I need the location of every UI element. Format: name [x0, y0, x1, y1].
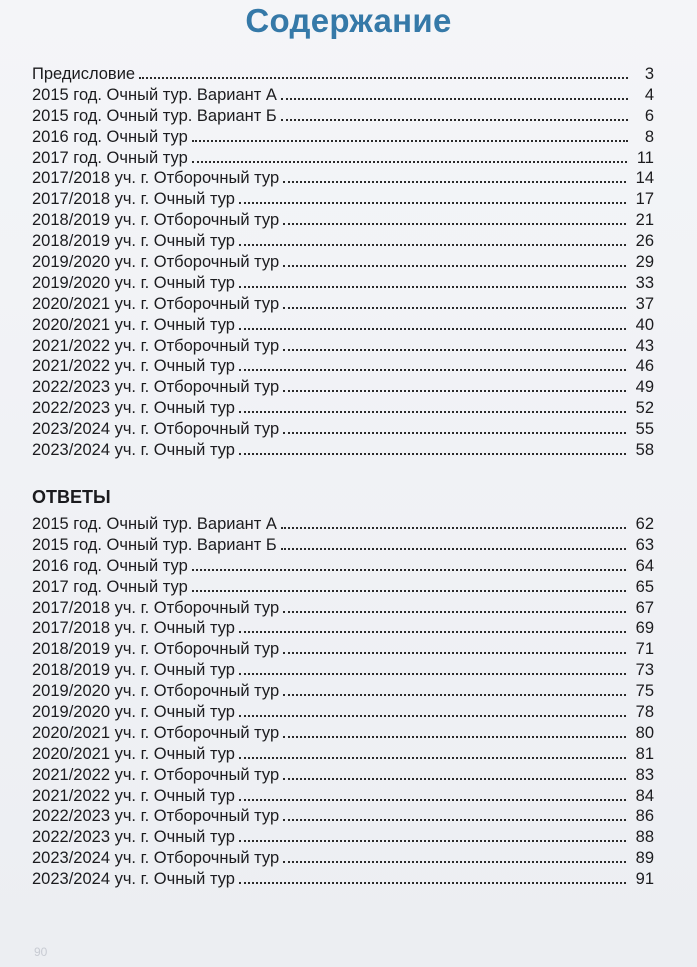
entry-page-number: 83 [635, 765, 654, 784]
entry-page-number: 63 [635, 535, 654, 554]
dot-leader [283, 805, 626, 821]
entry-title: 2022/2023 уч. г. Очный тур [32, 399, 235, 418]
dot-leader [239, 743, 626, 759]
entry-title: 2020/2021 уч. г. Очный тур [32, 744, 235, 763]
dot-leader [239, 272, 626, 288]
entry-page-number: 81 [635, 744, 654, 763]
toc-entry [32, 764, 654, 785]
dot-leader [239, 314, 626, 330]
entry-page-number: 26 [635, 232, 654, 251]
entry-page-number: 40 [635, 315, 654, 334]
toc-entry [32, 826, 654, 847]
entry-title: 2016 год. Очный тур [32, 556, 188, 575]
entry-title: 2018/2019 уч. г. Очный тур [32, 232, 235, 251]
entry-title: 2020/2021 уч. г. Отборочный тур [32, 723, 280, 742]
entry-title: 2023/2024 уч. г. Отборочный тур [32, 420, 280, 439]
page-number: 90 [34, 945, 48, 959]
dot-leader [239, 785, 626, 801]
entry-page-number: 52 [635, 399, 654, 418]
toc-entry [32, 335, 654, 356]
entry-title: 2022/2023 уч. г. Отборочный тур [32, 378, 280, 397]
entry-page-number: 88 [635, 828, 654, 847]
entry-title: 2017 год. Очный тур [32, 148, 188, 167]
dot-leader [192, 126, 628, 142]
dot-leader [239, 355, 626, 371]
entry-page-number: 17 [635, 190, 654, 209]
entry-page-number: 4 [644, 85, 654, 104]
entry-title: 2015 год. Очный тур. Вариант А [32, 515, 277, 533]
toc-entry [32, 722, 654, 743]
entry-page-number: 86 [635, 807, 654, 826]
toc-entry [32, 439, 654, 460]
entry-title: 2017 год. Очный тур [32, 577, 188, 596]
dot-leader [281, 534, 626, 550]
entry-page-number: 71 [635, 640, 654, 659]
entry-title: 2020/2021 уч. г. Очный тур [32, 315, 235, 334]
entry-title: 2017/2018 уч. г. Отборочный тур [32, 169, 280, 188]
entry-title: 2015 год. Очный тур. Вариант А [32, 85, 277, 104]
toc-entry [32, 576, 654, 597]
entry-title: 2020/2021 уч. г. Отборочный тур [32, 294, 280, 313]
toc-entry [32, 209, 654, 230]
entry-page-number: 49 [635, 378, 654, 397]
entry-page-number: 43 [635, 336, 654, 355]
toc-entry [32, 555, 654, 576]
toc-entry [32, 230, 654, 251]
dot-leader [283, 376, 626, 392]
entry-title: 2019/2020 уч. г. Очный тур [32, 273, 235, 292]
entry-title: 2016 год. Очный тур [32, 127, 188, 146]
entry-title: 2017/2018 уч. г. Очный тур [32, 619, 235, 638]
entry-title: 2023/2024 уч. г. Очный тур [32, 441, 235, 460]
dot-leader [239, 439, 626, 455]
entry-title: 2021/2022 уч. г. Очный тур [32, 357, 235, 376]
dot-leader [283, 680, 626, 696]
toc-entry [32, 659, 654, 680]
answers-list [32, 513, 654, 889]
dot-leader [192, 555, 626, 571]
entry-title: 2023/2024 уч. г. Очный тур [32, 870, 235, 889]
entry-title: 2022/2023 уч. г. Отборочный тур [32, 807, 280, 826]
toc-entry [32, 597, 654, 618]
entry-page-number: 80 [635, 723, 654, 742]
entry-title: 2018/2019 уч. г. Отборочный тур [32, 640, 280, 659]
toc-entry [32, 418, 654, 439]
entry-title: 2021/2022 уч. г. Очный тур [32, 786, 235, 805]
entry-title: Предисловие [32, 65, 136, 83]
entry-page-number: 91 [635, 870, 654, 889]
entry-page-number: 84 [635, 786, 654, 805]
entry-page-number: 65 [635, 577, 654, 596]
dot-leader [283, 418, 626, 434]
entry-title: 2017/2018 уч. г. Очный тур [32, 190, 235, 209]
entry-title: 2015 год. Очный тур. Вариант Б [32, 535, 277, 554]
toc-entry [32, 272, 654, 293]
entry-page-number: 67 [635, 598, 654, 617]
contents-list [32, 63, 654, 460]
toc-entry [32, 638, 654, 659]
entry-page-number: 69 [635, 619, 654, 638]
entry-page-number: 21 [635, 211, 654, 230]
toc-entry [32, 314, 654, 335]
entry-page-number: 3 [644, 65, 654, 83]
toc-entry [32, 105, 654, 126]
entry-title: 2018/2019 уч. г. Отборочный тур [32, 211, 280, 230]
dot-leader [239, 397, 626, 413]
toc-entry [32, 868, 654, 889]
dot-leader [283, 722, 626, 738]
dot-leader [283, 251, 626, 267]
toc-entry [32, 84, 654, 105]
dot-leader [283, 209, 626, 225]
toc-entry [32, 126, 654, 147]
dot-leader [239, 230, 626, 246]
dot-leader [192, 576, 626, 592]
toc-entry [32, 355, 654, 376]
page-title: Содержание [245, 2, 452, 39]
dot-leader [239, 659, 626, 675]
toc-entry [32, 167, 654, 188]
entry-page-number: 6 [644, 106, 654, 125]
toc-entry [32, 397, 654, 418]
dot-leader [239, 701, 626, 717]
dot-leader [239, 868, 626, 884]
dot-leader [283, 597, 626, 613]
dot-leader [283, 764, 626, 780]
toc-entry [32, 617, 654, 638]
dot-leader [283, 293, 626, 309]
toc-entry [32, 743, 654, 764]
dot-leader [239, 617, 626, 633]
entry-title: 2021/2022 уч. г. Отборочный тур [32, 765, 280, 784]
entry-title: 2023/2024 уч. г. Отборочный тур [32, 849, 280, 868]
answers-heading: ОТВЕТЫ [32, 487, 111, 507]
answers-section [32, 485, 654, 889]
entry-page-number: 55 [635, 420, 654, 439]
toc-entry [32, 376, 654, 397]
toc-entry [32, 680, 654, 701]
entry-title: 2017/2018 уч. г. Отборочный тур [32, 598, 280, 617]
toc-entry [32, 785, 654, 806]
toc-entry [32, 147, 654, 168]
entry-page-number: 29 [635, 253, 654, 272]
entry-title: 2019/2020 уч. г. Отборочный тур [32, 682, 280, 701]
entry-page-number: 14 [635, 169, 654, 188]
toc-entry [32, 513, 654, 534]
toc-entry [32, 188, 654, 209]
dot-leader [139, 63, 628, 79]
dot-leader [281, 84, 628, 100]
dot-leader [283, 847, 626, 863]
entry-page-number: 33 [635, 273, 654, 292]
entry-page-number: 11 [636, 148, 654, 167]
entry-title: 2015 год. Очный тур. Вариант Б [32, 106, 277, 125]
entry-title: 2018/2019 уч. г. Очный тур [32, 661, 235, 680]
entry-title: 2022/2023 уч. г. Очный тур [32, 828, 235, 847]
entry-page-number: 62 [635, 515, 654, 533]
toc-entry [32, 805, 654, 826]
dot-leader [283, 167, 626, 183]
dot-leader [281, 105, 628, 121]
entry-title: 2021/2022 уч. г. Отборочный тур [32, 336, 280, 355]
entry-page-number: 64 [635, 556, 654, 575]
toc-entry [32, 701, 654, 722]
entry-page-number: 75 [635, 682, 654, 701]
entry-page-number: 8 [644, 127, 654, 146]
toc-entry [32, 534, 654, 555]
entry-page-number: 37 [635, 294, 654, 313]
entry-title: 2019/2020 уч. г. Очный тур [32, 703, 235, 722]
dot-leader [281, 513, 626, 529]
toc-entry [32, 847, 654, 868]
dot-leader [192, 147, 627, 163]
entry-page-number: 89 [635, 849, 654, 868]
entry-title: 2019/2020 уч. г. Отборочный тур [32, 253, 280, 272]
entry-page-number: 73 [635, 661, 654, 680]
entry-page-number: 78 [635, 703, 654, 722]
toc-entry [32, 63, 654, 84]
toc-entry [32, 251, 654, 272]
dot-leader [239, 188, 626, 204]
dot-leader [239, 826, 626, 842]
dot-leader [283, 335, 626, 351]
entry-page-number: 58 [635, 441, 654, 460]
entry-page-number: 46 [635, 357, 654, 376]
dot-leader [283, 638, 626, 654]
toc-entry [32, 293, 654, 314]
